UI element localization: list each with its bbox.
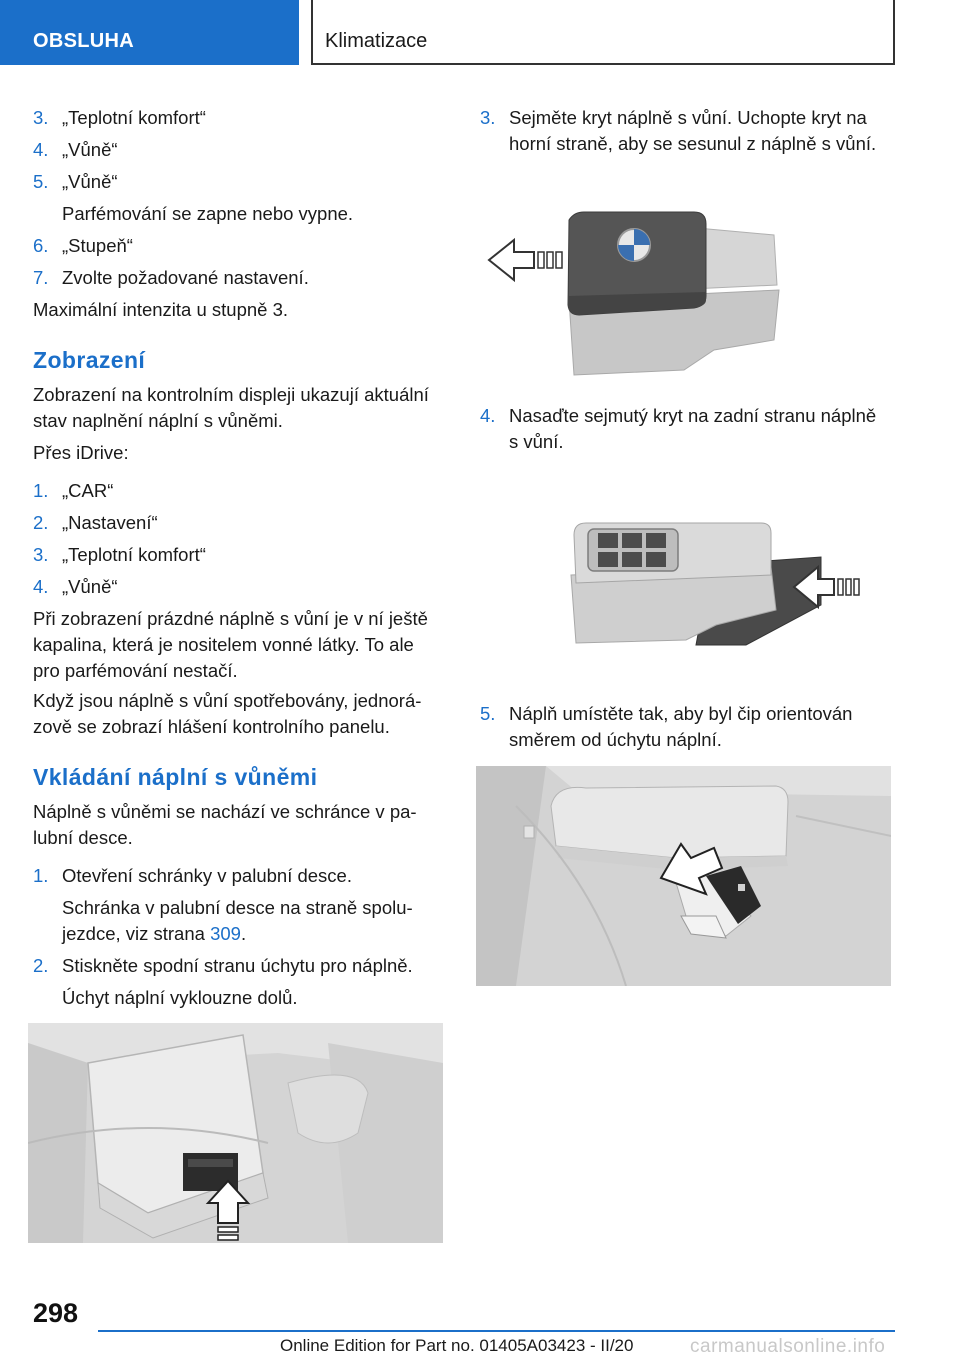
step-subtext: [62, 923, 246, 945]
step-text: horní straně, aby se sesunul z náplně s vůní.: [509, 133, 877, 154]
glovebox-holder-photo: [28, 1023, 443, 1243]
step-text: Sejměte kryt náplně s vůní. Uchopte kryt na: [509, 107, 867, 128]
cartridge-orientation-illustration: [476, 766, 891, 986]
paragraph-line: pro parfémování nestačí.: [33, 660, 238, 681]
step-text: Nasaďte sejmutý kryt na zadní stranu náplně: [509, 405, 877, 426]
step-subtext-part: .: [240, 923, 247, 944]
step-text: „Nastavení“: [62, 512, 158, 533]
section-heading-insert: Vkládání náplní s vůněmi: [33, 764, 318, 790]
paragraph-line: Když jsou náplně s vůní spotřebovány, jednorá-: [33, 690, 422, 711]
step-number: 3.: [33, 544, 49, 565]
step-text: směrem od úchytu náplní.: [509, 729, 722, 750]
step-text: Stiskněte spodní stranu úchytu pro náplně.: [62, 955, 413, 976]
step-number: 1.: [33, 865, 49, 886]
step-text: „Teplotní komfort“: [62, 544, 206, 565]
glovebox-holder-illustration: [28, 1023, 443, 1243]
step-text: „Vůně“: [62, 171, 118, 192]
section-heading-display: Zobrazení: [33, 347, 146, 373]
paragraph-line: stav naplnění náplní s vůněmi.: [33, 410, 283, 431]
step-text: Zvolte požadované nastavení.: [62, 267, 309, 288]
paragraph-line: lubní desce.: [33, 827, 133, 848]
section-label: OBSLUHA: [33, 30, 134, 52]
step-number: 3.: [33, 107, 49, 128]
paragraph-line: Přes iDrive:: [33, 442, 129, 463]
chapter-title: Klimatizace: [325, 30, 428, 52]
step-number: 4.: [480, 405, 496, 426]
step-number: 4.: [33, 139, 49, 160]
step-subtext: Parfémování se zapne nebo vypne.: [62, 203, 354, 224]
paragraph-line: kapalina, která je nositelem vonné látky. To ale: [33, 634, 414, 655]
cartridge-orientation-photo: [476, 766, 891, 986]
step-text: „Stupeň“: [62, 235, 133, 256]
step-text: s vůní.: [509, 431, 564, 452]
step-number: 6.: [33, 235, 49, 256]
step-text: Náplň umístěte tak, aby byl čip orientován: [509, 703, 853, 724]
step-number: 5.: [33, 171, 49, 192]
watermark: carmanualsonline.info: [690, 1336, 886, 1357]
paragraph-line: Při zobrazení prázdné náplně s vůní je v ní ještě: [33, 608, 428, 629]
paragraph-line: Zobrazení na kontrolním displeji ukazují aktuální: [33, 384, 429, 405]
chapter-header: [311, 0, 895, 65]
remove-cover-drawing: [484, 200, 784, 380]
step-text: Otevření schránky v palubní desce.: [62, 865, 352, 886]
section-tab: [0, 0, 299, 65]
remove-cover-illustration: [484, 200, 784, 380]
edition-note: Online Edition for Part no. 01405A03423 - II/20: [280, 1336, 634, 1355]
footer-divider: [98, 1330, 895, 1332]
page-reference-link[interactable]: 309: [210, 923, 241, 944]
step-number: 2.: [33, 512, 49, 533]
step-text: „CAR“: [62, 480, 114, 501]
step-number: 7.: [33, 267, 49, 288]
page-number: 298: [33, 1298, 79, 1328]
step-number: 4.: [33, 576, 49, 597]
step-number: 2.: [33, 955, 49, 976]
step-number: 1.: [33, 480, 49, 501]
attach-cover-illustration: [566, 515, 871, 655]
step-subtext-part: jezdce, viz strana: [62, 923, 211, 944]
paragraph-line: zově se zobrazí hlášení kontrolního panelu.: [33, 716, 390, 737]
max-intensity-note: Maximální intenzita u stupně 3.: [33, 299, 289, 320]
step-number: 5.: [480, 703, 496, 724]
step-text: „Teplotní komfort“: [62, 107, 206, 128]
step-text: „Vůně“: [62, 139, 118, 160]
step-subtext: Schránka v palubní desce na straně spolu-: [62, 897, 413, 918]
attach-cover-drawing: [566, 515, 871, 655]
step-text: „Vůně“: [62, 576, 118, 597]
paragraph-line: Náplně s vůněmi se nachází ve schránce v pa-: [33, 801, 417, 822]
step-subtext: Úchyt náplní vyklouzne dolů.: [62, 987, 298, 1008]
step-number: 3.: [480, 107, 496, 128]
